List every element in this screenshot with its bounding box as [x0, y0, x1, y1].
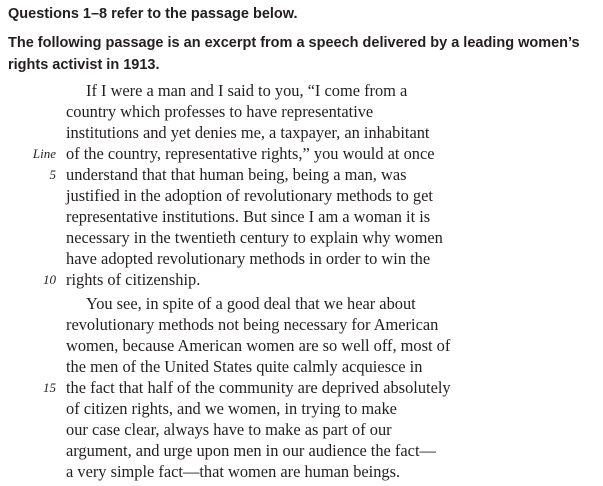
line-text: have adopted revolutionary methods in order to win the	[66, 249, 431, 268]
line-number: 15	[43, 380, 56, 395]
line-text: necessary in the twentieth century to explain why women	[66, 228, 443, 247]
line-number: Line	[32, 146, 56, 161]
line-text: You see, in spite of a good deal that we hear about	[86, 294, 416, 313]
line-text: If I were a man and I said to you, “I come from a	[86, 81, 408, 100]
passage-line	[0, 356, 603, 377]
line-text: representative institutions. But since I am a woman it is	[66, 207, 431, 226]
line-text: revolutionary methods not being necessary for American	[66, 315, 439, 334]
line-number: 10	[43, 272, 56, 287]
line-text: of citizen rights, and we women, in trying to make	[66, 399, 397, 418]
line-text: the fact that half of the community are deprived absolutely	[66, 378, 451, 397]
question-header	[8, 4, 598, 76]
line-text: argument, and urge upon men in our audience the fact—	[66, 441, 436, 460]
line-text: women, because American women are so well off, most of	[66, 336, 451, 355]
line-text: a very simple fact—that women are human beings.	[66, 462, 401, 481]
line-text: institutions and yet denies me, a taxpayer, an inhabitant	[66, 123, 430, 142]
line-text: of the country, representative rights,” you would at once	[66, 144, 435, 163]
passage-line	[0, 164, 603, 185]
passage-line	[0, 101, 603, 122]
passage-line	[0, 419, 603, 440]
passage-line	[0, 398, 603, 419]
passage-line	[0, 461, 603, 482]
line-number: 5	[49, 167, 56, 182]
passage-line	[0, 122, 603, 143]
passage-line	[0, 185, 603, 206]
passage-line	[0, 206, 603, 227]
passage-line	[0, 143, 603, 164]
line-text: country which professes to have representative	[66, 102, 374, 121]
passage-line	[0, 335, 603, 356]
passage-line	[0, 248, 603, 269]
passage-line	[0, 80, 603, 101]
passage-line	[0, 314, 603, 335]
passage	[0, 80, 603, 482]
passage-line	[0, 377, 603, 398]
line-text: the men of the United States quite calmly acquiesce in	[66, 357, 423, 376]
passage-line	[0, 227, 603, 248]
line-text: understand that that human being, being a man, was	[66, 165, 407, 184]
passage-line	[0, 269, 603, 290]
passage-intro: The following passage is an excerpt from a speech delivered by a leading women’s rights activist in 1913.	[8, 35, 580, 73]
line-text: our case clear, always have to make as part of our	[66, 420, 392, 439]
questions-label: Questions 1–8 refer to the passage below.	[8, 6, 298, 22]
line-text: justified in the adoption of revolutionary methods to get	[66, 186, 433, 205]
passage-line	[0, 293, 603, 314]
line-text: rights of citizenship.	[66, 270, 201, 289]
passage-line	[0, 440, 603, 461]
